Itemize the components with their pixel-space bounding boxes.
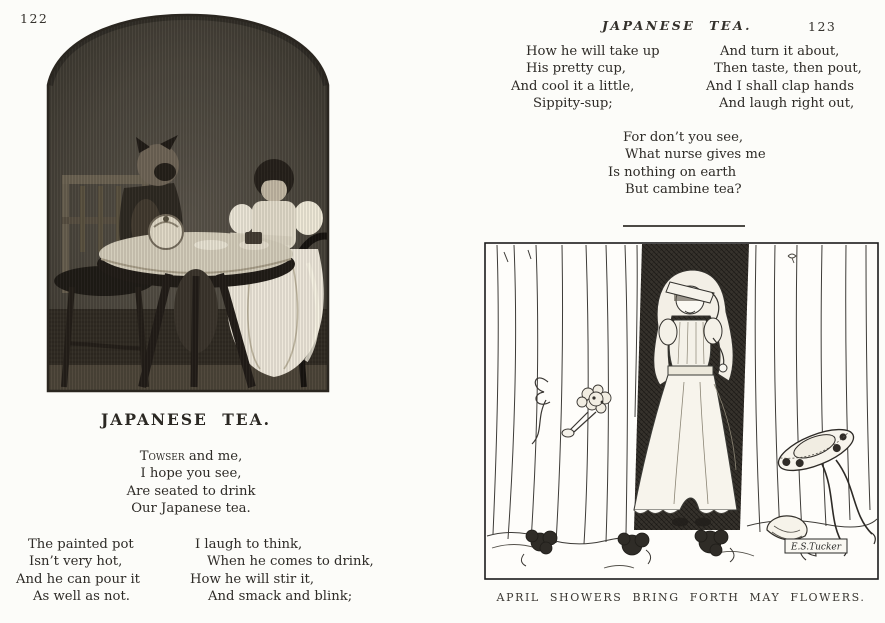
poem-line: What nurse gives me (625, 147, 766, 163)
poem-stanza-take-up (511, 43, 660, 113)
poem-word-towser: Towser (139, 449, 185, 464)
poem-title: JAPANESE TEA. (100, 410, 272, 429)
poem-stanza-cambine-tea (608, 129, 766, 199)
line-art-april-showers-svg (484, 242, 879, 580)
engraving-tea-party-svg (46, 13, 330, 393)
poem-line: And turn it about, (720, 44, 840, 59)
poem-line: I laugh to think, (195, 537, 303, 552)
poem-line: Is nothing on earth (608, 164, 737, 180)
artist-signature (785, 539, 847, 553)
poem-line: For don’t you see, (623, 130, 744, 145)
poem-line: And I shall clap hands (706, 78, 854, 94)
poem-line: And he can pour it (16, 571, 140, 587)
poem-line: Isn’t very hot, (29, 554, 123, 570)
poem-line (96, 448, 286, 465)
engraving-tea-party-illustration (46, 13, 330, 393)
page-number-right: 123 (808, 19, 837, 34)
poem-line: I hope you see, (140, 466, 242, 482)
poem-line: Our Japanese tea. (131, 501, 251, 517)
poem-stanza-turn-about (706, 43, 862, 113)
svg-text:E.S.Tucker: E.S.Tucker (790, 542, 842, 553)
running-head-title: JAPANESE TEA. (601, 18, 753, 33)
poem-stanza-opening (96, 448, 286, 518)
poem-stanza-painted-pot (16, 536, 140, 606)
poem-line: But cambine tea? (625, 182, 742, 198)
poem-line: And laugh right out, (719, 96, 855, 112)
poem-line: As well as not. (33, 589, 130, 605)
poem-line: His pretty cup, (526, 61, 626, 77)
poem-line: The painted pot (28, 537, 134, 552)
line-art-april-showers-illustration (484, 242, 879, 580)
section-rule (623, 225, 745, 227)
poem-line: And cool it a little, (511, 78, 635, 94)
page-number-left: 122 (20, 11, 49, 26)
poem-stanza-laugh-to-think (190, 536, 374, 606)
poem-line: How he will take up (526, 44, 660, 59)
illustration-caption: APRIL SHOWERS BRING FORTH MAY FLOWERS. (496, 591, 866, 604)
poem-line: When he comes to drink, (207, 554, 374, 570)
poem-line: Then taste, then pout, (714, 61, 862, 77)
poem-line: How he will stir it, (190, 571, 315, 587)
page-right (443, 0, 885, 623)
poem-line: And smack and blink; (208, 589, 353, 605)
poem-line: Sippity-sup; (533, 96, 613, 112)
poem-line: Are seated to drink (126, 483, 256, 499)
page-left (0, 0, 442, 623)
poem-line-rest: and me, (184, 449, 243, 464)
